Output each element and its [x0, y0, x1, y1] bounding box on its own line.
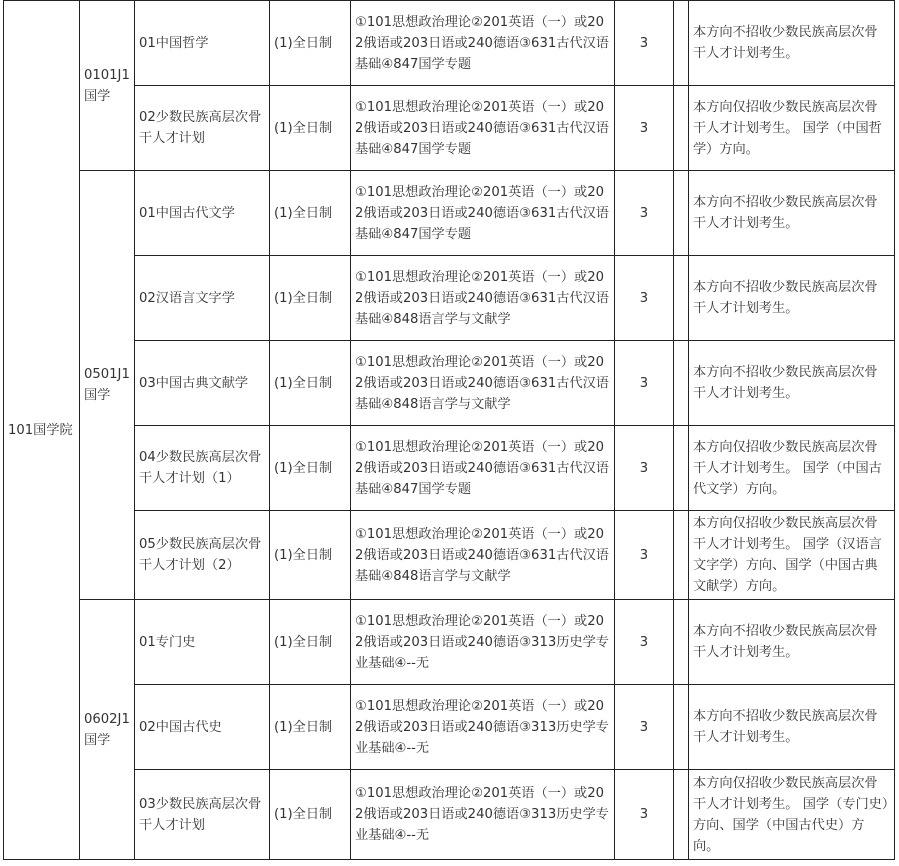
exams-cell: ①101思想政治理论②201英语（一）或202俄语或203日语或240德语③631古代汉语基础④848语言学与文献学: [351, 341, 615, 426]
note-cell: 本方向仅招收少数民族高层次骨干人才计划考生。 国学（中国哲学）方向。: [689, 86, 895, 171]
direction-cell: 02少数民族高层次骨干人才计划: [135, 86, 270, 171]
exams-cell: ①101思想政治理论②201英语（一）或202俄语或203日语或240德语③313历史学专业基础④--无: [351, 685, 615, 770]
note-cell: 本方向不招收少数民族高层次骨干人才计划考生。: [689, 171, 895, 256]
mode-cell: (1)全日制: [270, 426, 351, 511]
spacer-cell: [674, 341, 689, 426]
spacer-cell: [674, 770, 689, 860]
exams-cell: ①101思想政治理论②201英语（一）或202俄语或203日语或240德语③631古代汉语基础④848语言学与文献学: [351, 511, 615, 600]
note-cell: 本方向仅招收少数民族高层次骨干人才计划考生。 国学（中国古代文学）方向。: [689, 426, 895, 511]
table-row: [4, 600, 895, 685]
exams-cell: ①101思想政治理论②201英语（一）或202俄语或203日语或240德语③631古代汉语基础④847国学专题: [351, 86, 615, 171]
mode-cell: (1)全日制: [270, 86, 351, 171]
count-cell: 3: [615, 1, 674, 86]
count-cell: 3: [615, 600, 674, 685]
spacer-cell: [674, 1, 689, 86]
count-cell: 3: [615, 685, 674, 770]
spacer-cell: [674, 600, 689, 685]
major-cell: 0101J1国学: [80, 1, 135, 171]
table-row: [4, 256, 895, 341]
direction-cell: 04少数民族高层次骨干人才计划（1）: [135, 426, 270, 511]
mode-cell: (1)全日制: [270, 685, 351, 770]
spacer-cell: [674, 426, 689, 511]
count-cell: 3: [615, 86, 674, 171]
count-cell: 3: [615, 171, 674, 256]
note-cell: 本方向不招收少数民族高层次骨干人才计划考生。: [689, 600, 895, 685]
direction-cell: 02中国古代史: [135, 685, 270, 770]
mode-cell: (1)全日制: [270, 600, 351, 685]
count-cell: 3: [615, 256, 674, 341]
note-cell: 本方向仅招收少数民族高层次骨干人才计划考生。 国学（专门史）方向、国学（中国古代史）方向。: [689, 770, 895, 860]
exams-cell: ①101思想政治理论②201英语（一）或202俄语或203日语或240德语③631古代汉语基础④847国学专题: [351, 426, 615, 511]
exams-cell: ①101思想政治理论②201英语（一）或202俄语或203日语或240德语③631古代汉语基础④847国学专题: [351, 171, 615, 256]
note-cell: 本方向不招收少数民族高层次骨干人才计划考生。: [689, 341, 895, 426]
spacer-cell: [674, 171, 689, 256]
direction-cell: 01中国古代文学: [135, 171, 270, 256]
mode-cell: (1)全日制: [270, 171, 351, 256]
spacer-cell: [674, 511, 689, 600]
college-cell: 101国学院: [4, 1, 80, 860]
spacer-cell: [674, 685, 689, 770]
table-row: [4, 770, 895, 860]
table-row: [4, 171, 895, 256]
note-cell: 本方向不招收少数民族高层次骨干人才计划考生。: [689, 256, 895, 341]
direction-cell: 05少数民族高层次骨干人才计划（2）: [135, 511, 270, 600]
direction-cell: 01中国哲学: [135, 1, 270, 86]
table-row: [4, 86, 895, 171]
note-cell: 本方向仅招收少数民族高层次骨干人才计划考生。 国学（汉语言文字学）方向、国学（中国古典文献学）方向。: [689, 511, 895, 600]
table-row: [4, 341, 895, 426]
mode-cell: (1)全日制: [270, 341, 351, 426]
exams-cell: ①101思想政治理论②201英语（一）或202俄语或203日语或240德语③313历史学专业基础④--无: [351, 770, 615, 860]
table-row: [4, 1, 895, 86]
table-row: [4, 685, 895, 770]
count-cell: 3: [615, 426, 674, 511]
mode-cell: (1)全日制: [270, 1, 351, 86]
spacer-cell: [674, 256, 689, 341]
major-cell: 0602J1国学: [80, 600, 135, 860]
direction-cell: 03少数民族高层次骨干人才计划: [135, 770, 270, 860]
count-cell: 3: [615, 770, 674, 860]
direction-cell: 03中国古典文献学: [135, 341, 270, 426]
exams-cell: ①101思想政治理论②201英语（一）或202俄语或203日语或240德语③631古代汉语基础④848语言学与文献学: [351, 256, 615, 341]
direction-cell: 01专门史: [135, 600, 270, 685]
mode-cell: (1)全日制: [270, 511, 351, 600]
count-cell: 3: [615, 511, 674, 600]
direction-cell: 02汉语言文字学: [135, 256, 270, 341]
admissions-table: [3, 0, 895, 860]
spacer-cell: [674, 86, 689, 171]
mode-cell: (1)全日制: [270, 256, 351, 341]
note-cell: 本方向不招收少数民族高层次骨干人才计划考生。: [689, 1, 895, 86]
mode-cell: (1)全日制: [270, 770, 351, 860]
table-row: [4, 511, 895, 600]
exams-cell: ①101思想政治理论②201英语（一）或202俄语或203日语或240德语③313历史学专业基础④--无: [351, 600, 615, 685]
note-cell: 本方向不招收少数民族高层次骨干人才计划考生。: [689, 685, 895, 770]
major-cell: 0501J1国学: [80, 171, 135, 600]
count-cell: 3: [615, 341, 674, 426]
exams-cell: ①101思想政治理论②201英语（一）或202俄语或203日语或240德语③631古代汉语基础④847国学专题: [351, 1, 615, 86]
table-row: [4, 426, 895, 511]
